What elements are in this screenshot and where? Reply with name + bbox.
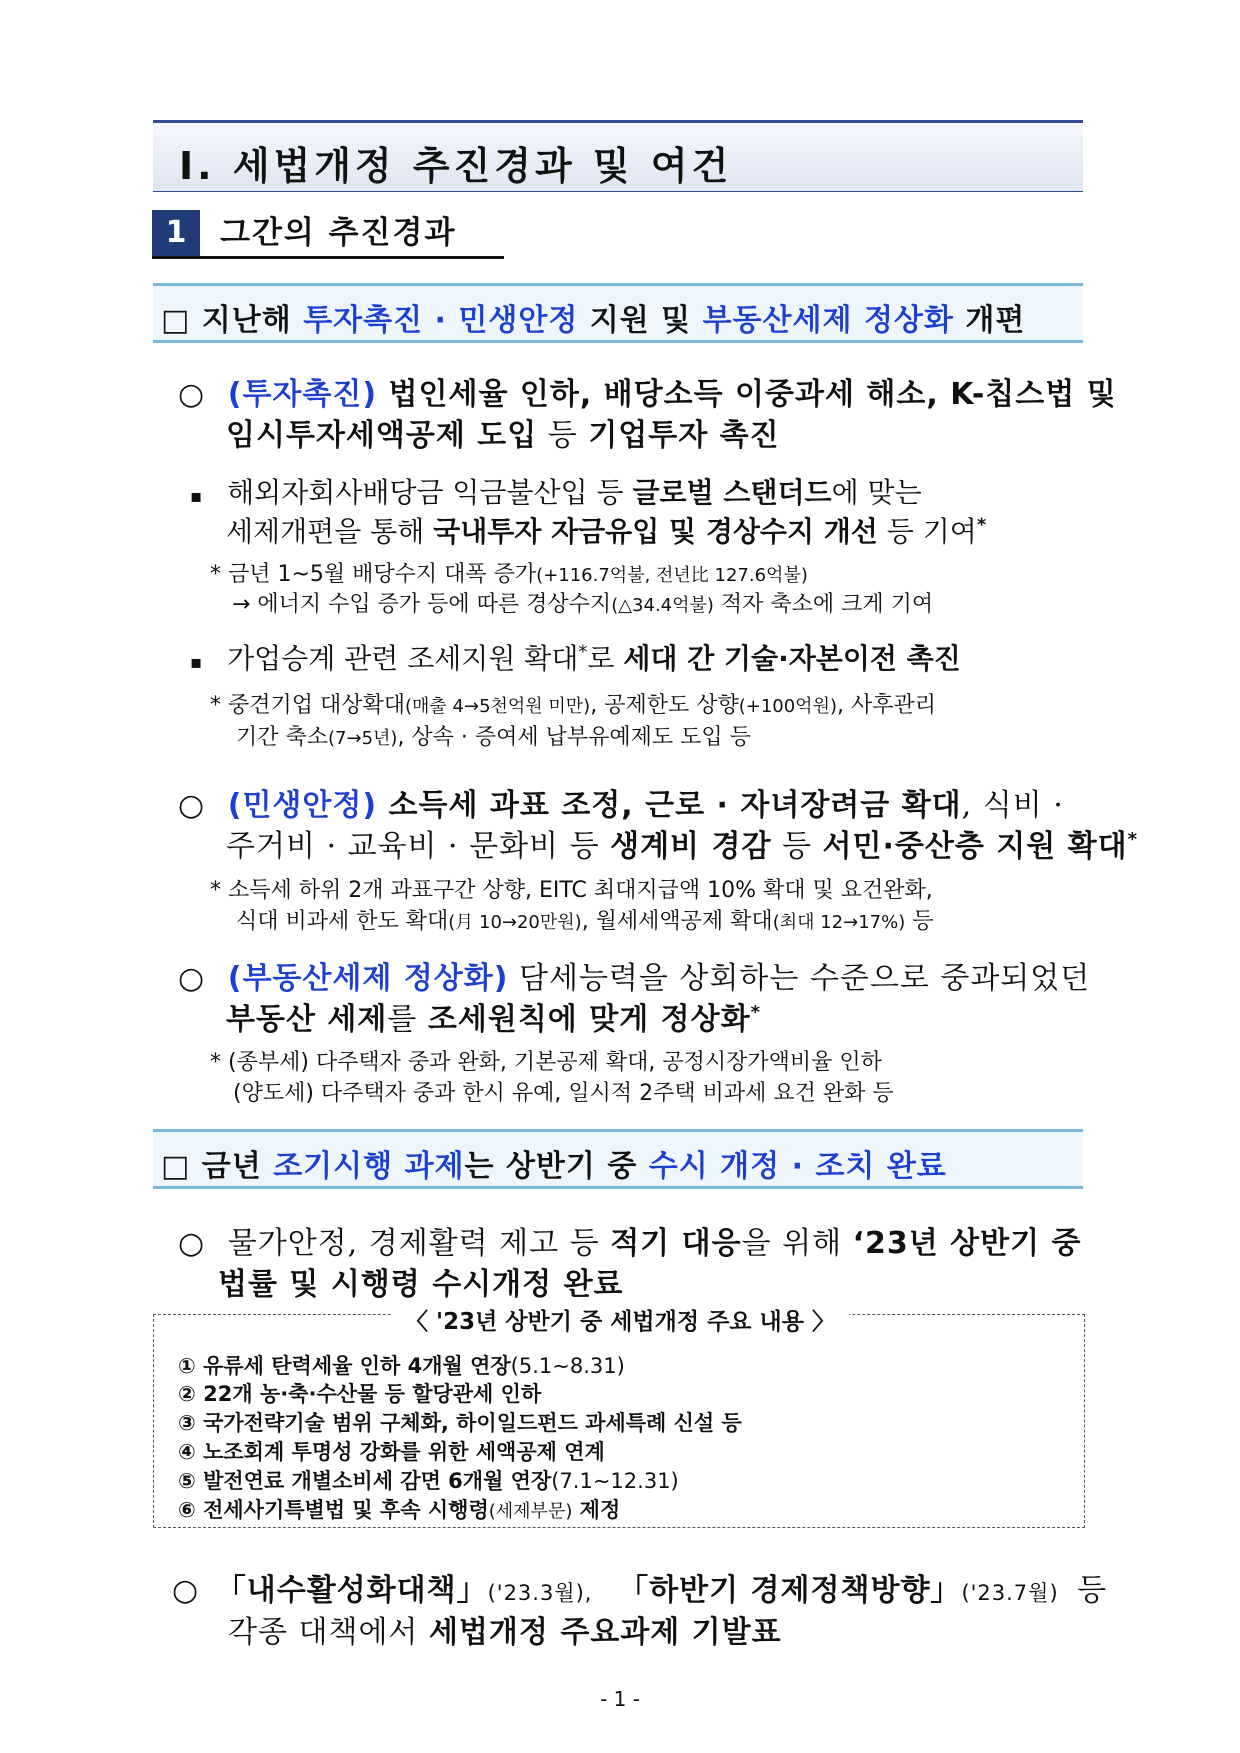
footnote: * 소득세 하위 2개 과표구간 상향, EITC 최대지급액 10% 확대 및 요건완화,: [210, 878, 933, 903]
summary-item: ③ 국가전략기술 범위 구체화, 하이일드펀드 과세특례 신설 등: [178, 1411, 742, 1435]
chapter-number: Ⅰ.: [179, 144, 216, 188]
item-tag: (부동산세제 정상화): [227, 961, 509, 996]
circle-bullet-icon: ○: [172, 1573, 200, 1608]
highlight: 수시 개정 · 조치 완료: [648, 1149, 947, 1184]
box-header-1: [153, 283, 1083, 343]
summary-item: ⑤ 발전연료 개별소비세 감면 6개월 연장(7.1∼12.31): [178, 1469, 679, 1493]
summary-item: ⑥ 전세사기특별법 및 후속 시행령(세제부문) 제정: [178, 1498, 621, 1522]
circle-bullet-icon: ○: [178, 377, 206, 412]
footnote: * 중견기업 대상확대(매출 4→5천억원 미만), 공제한도 상향(+100억원), 사후관리: [210, 693, 936, 718]
chapter-header: [153, 120, 1083, 192]
chapter-title: [179, 135, 732, 190]
sub-1-line-2: 세제개편을 통해 국내투자 자금유입 및 경상수지 개선 등 기여*: [226, 514, 987, 548]
footnote: → 에너지 수입 증가 등에 따른 경상수지(△34.4억불) 적자 축소에 크게 기여: [232, 592, 934, 617]
box-header-1-text: □ 지난해 투자촉진 · 민생안정 지원 및 부동산세제 정상화 개편: [161, 303, 1026, 338]
section-number-badge: 1: [152, 210, 200, 256]
square-bullet-icon: ▪: [190, 652, 203, 673]
summary-item: ④ 노조회계 투명성 강화를 위한 세액공제 연계: [178, 1440, 605, 1464]
section-title: 그간의 추진경과: [220, 215, 457, 251]
highlight: 투자촉진 · 민생안정: [303, 303, 579, 338]
footnote: * (종부세) 다주택자 중과 완화, 기본공제 확대, 공정시장가액비율 인하: [210, 1050, 882, 1075]
summary-item: ② 22개 농·축·수산물 등 할당관세 인하: [178, 1382, 542, 1406]
item-1-line-2: 임시투자세액공제 도입 등 기업투자 촉진: [226, 418, 780, 453]
highlight: 조기시행 과제: [273, 1149, 465, 1184]
circle-bullet-icon: ○: [178, 961, 206, 996]
sub-2-line-1: ▪ 가업승계 관련 조세지원 확대*로 세대 간 기술·자본이전 촉진: [190, 641, 961, 675]
item-tag: (민생안정): [227, 788, 378, 823]
summary-title: 〈 '23년 상반기 중 세법개정 주요 내용 〉: [0, 1303, 1240, 1336]
item-3-line-1: ○ (부동산세제 정상화) 담세능력을 상회하는 수준으로 중과되었던: [178, 961, 1091, 996]
box-header-2-text: □ 금년 조기시행 과제는 상반기 중 수시 개정 · 조치 완료: [161, 1149, 947, 1184]
circle-bullet-icon: ○: [178, 1226, 206, 1261]
sub-1-line-1: ▪ 해외자회사배당금 익금불산입 등 글로벌 스탠더드에 맞는: [190, 476, 922, 509]
item-2-line-2: 주거비 · 교육비 · 문화비 등 생계비 경감 등 서민·중산층 지원 확대*: [226, 829, 1139, 864]
section-underline: [152, 256, 504, 259]
item-tag: (투자촉진): [227, 377, 378, 412]
highlight: 부동산세제 정상화: [702, 303, 954, 338]
circle-bullet-icon: ○: [178, 788, 206, 823]
page-number: - 1 -: [600, 1687, 640, 1711]
footnote: 기간 축소(7→5년), 상속 · 증여세 납부유예제도 도입 등: [236, 725, 751, 750]
item-5-line-2: 각종 대책에서 세법개정 주요과제 기발표: [228, 1615, 782, 1650]
item-1-line-1: ○ (투자촉진) 법인세율 인하, 배당소득 이중과세 해소, K-칩스법 및: [178, 377, 1117, 412]
footnote: (양도세) 다주택자 중과 한시 유예, 일시적 2주택 비과세 요건 완화 등: [233, 1081, 894, 1106]
footnote: 식대 비과세 한도 확대(月 10→20만원), 월세세액공제 확대(최대 12→17%) 등: [236, 909, 934, 934]
square-bullet-icon: ▪: [190, 486, 203, 507]
item-2-line-1: ○ (민생안정) 소득세 과표 조정, 근로 · 자녀장려금 확대, 식비 ·: [178, 788, 1064, 823]
summary-item: ① 유류세 탄력세율 인하 4개월 연장(5.1∼8.31): [178, 1354, 625, 1378]
box-header-2: [153, 1129, 1083, 1189]
item-4-line-2: 법률 및 시행령 수시개정 완료: [218, 1267, 624, 1302]
item-3-line-2: 부동산 세제를 조세원칙에 맞게 정상화*: [226, 1002, 762, 1037]
footnote: * 금년 1~5월 배당수지 대폭 증가(+116.7억불, 전년比 127.6억불): [210, 562, 808, 587]
item-5-line-1: ○ 「내수활성화대책」('23.3월), 「하반기 경제정책방향」('23.7월) 등: [172, 1573, 1108, 1608]
chapter-title-text: 세법개정 추진경과 및 여건: [232, 144, 733, 188]
item-4-line-1: ○ 물가안정, 경제활력 제고 등 적기 대응을 위해 ‘23년 상반기 중: [178, 1226, 1082, 1261]
